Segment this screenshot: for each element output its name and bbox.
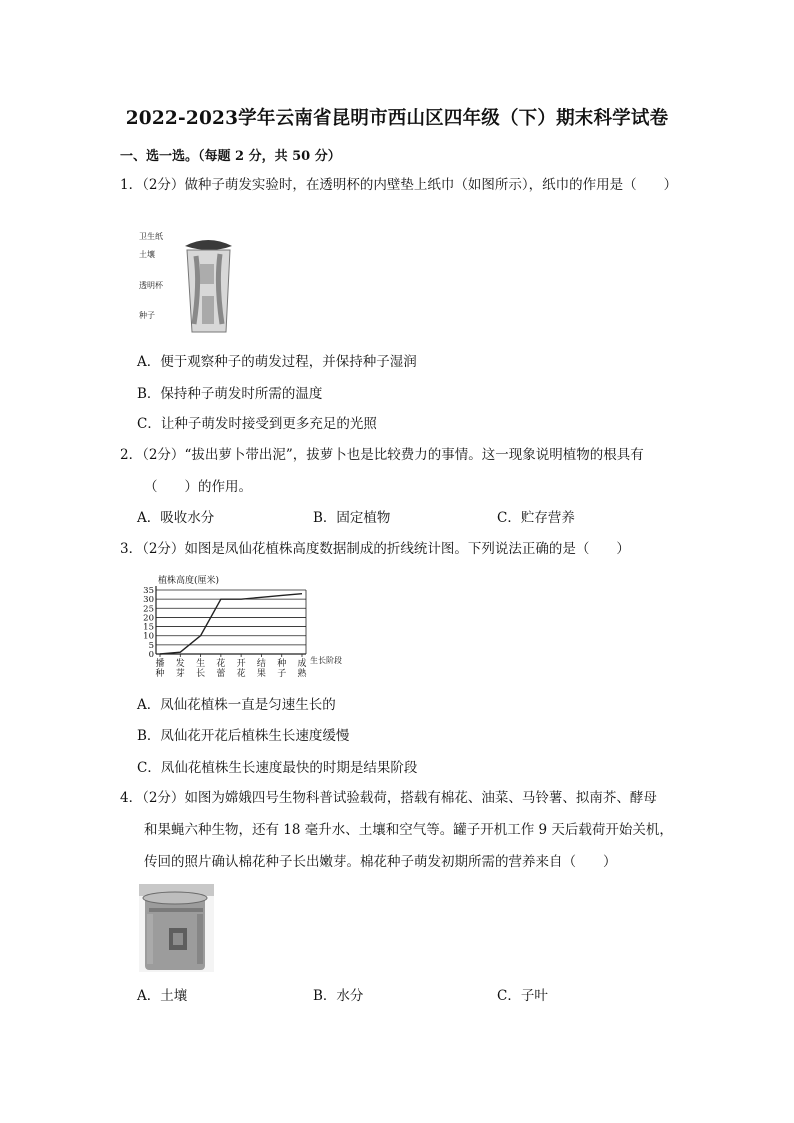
question-score: （2分） <box>142 177 185 193</box>
chart-ytick-label: 35 <box>143 586 154 596</box>
question-stem-line2: 和果蝇六种生物，还有 18 毫升水、土壤和空气等。罐子开机工作 9 天后载荷开始关机， <box>144 822 673 838</box>
chart-ytick-label: 20 <box>143 613 154 624</box>
q3-option-b: B．凤仙花开花后植株生长速度缓慢 <box>137 728 350 744</box>
chart-xtick-label: 花 <box>236 669 246 679</box>
figure-label-soil: 土壤 <box>139 250 155 259</box>
section-heading: 一、选一选。（每题 2 分，共 50 分） <box>120 149 341 164</box>
question-stem: 做种子萌发实验时，在透明杯的内壁垫上纸巾（如图所示），纸巾的作用是（ ） <box>184 177 678 193</box>
question-stem-line1: “拔出萝卜带出泥”，拔萝卜也是比较费力的事情。这一现象说明植物的根具有 <box>184 447 644 463</box>
chart-xtick-label: 花 <box>216 659 226 669</box>
chart-ytick-label: 0 <box>148 650 154 660</box>
chart-xtick-label: 芽 <box>175 669 185 679</box>
question-stem-line1: 如图为嫦娥四号生物科普试验载荷，搭载有棉花、油菜、马铃薯、拟南芥、酵母 <box>184 790 657 806</box>
payload-canister-photo <box>139 884 214 972</box>
chart-xtick-label: 果 <box>256 669 266 679</box>
question-score: （2分） <box>142 541 185 557</box>
chart-xtick-label: 发 <box>175 659 185 669</box>
question-stem-line3: 传回的照片确认棉花种子长出嫩芽。棉花种子萌发初期所需的营养来自（ ） <box>144 854 617 870</box>
chart-xtick-label: 开 <box>236 659 246 669</box>
seed-cup-figure <box>138 224 248 336</box>
question-stem: 如图是凤仙花植株高度数据制成的折线统计图。下列说法正确的是（ ） <box>184 541 630 557</box>
question-score: （2分） <box>142 790 185 806</box>
chart-ytick-label: 10 <box>143 631 154 642</box>
question-number: 1． <box>120 177 143 193</box>
q2-option-a: A．吸收水分 <box>137 510 215 526</box>
chart-ytick-label: 5 <box>148 640 154 651</box>
question-4 <box>120 782 690 878</box>
q1-option-c: C．让种子萌发时接受到更多充足的光照 <box>137 416 377 432</box>
q2-option-b: B．固定植物 <box>313 510 391 526</box>
question-stem-line2: （ ）的作用。 <box>144 479 252 495</box>
q1-option-a: A．便于观察种子的萌发过程，并保持种子湿润 <box>137 354 417 370</box>
figure-label-cup: 透明杯 <box>139 281 163 290</box>
chart-ytick-label: 15 <box>143 622 154 633</box>
figure-label-seed: 种子 <box>139 311 155 320</box>
question-number: 3． <box>120 541 143 557</box>
question-3 <box>120 533 690 565</box>
q3-option-a: A．凤仙花植株一直是匀速生长的 <box>137 697 336 713</box>
question-score: （2分） <box>142 447 185 463</box>
chart-xtick-label: 成 <box>297 659 307 669</box>
q1-option-b: B．保持种子萌发时所需的温度 <box>137 386 323 402</box>
chart-xtick-label: 熟 <box>297 669 307 679</box>
q3-option-c: C．凤仙花植株生长速度最快的时期是结果阶段 <box>137 760 418 776</box>
chart-xtick-label: 蕾 <box>216 669 226 679</box>
chart-ylabel: 植株高度(厘米) <box>158 576 220 586</box>
chart-xtick-label: 种 <box>155 669 165 679</box>
chart-ytick-label: 25 <box>143 604 154 615</box>
figure-label-tissue: 卫生纸 <box>139 232 163 241</box>
chart-xtick-label: 播 <box>155 659 165 669</box>
question-1 <box>120 169 690 201</box>
chart-xtick-label: 种 <box>277 659 287 669</box>
question-number: 4． <box>120 790 143 806</box>
exam-title: 2022-2023学年云南省昆明市西山区四年级（下）期末科学试卷 <box>125 108 669 129</box>
chart-xtick-label: 生 <box>196 659 206 669</box>
q4-option-c: C．子叶 <box>497 988 548 1004</box>
q2-option-c: C．贮存营养 <box>497 510 575 526</box>
chart-xlabel: 生长阶段 <box>310 656 342 665</box>
chart-ytick-label: 30 <box>143 595 154 606</box>
q4-option-a: A．土壤 <box>137 988 188 1004</box>
plant-height-line-chart <box>138 572 363 680</box>
question-number: 2． <box>120 447 143 463</box>
chart-xtick-label: 结 <box>256 659 266 669</box>
chart-xtick-label: 长 <box>196 669 206 679</box>
question-2 <box>120 439 690 503</box>
q4-option-b: B．水分 <box>313 988 364 1004</box>
chart-xtick-label: 子 <box>277 669 287 679</box>
